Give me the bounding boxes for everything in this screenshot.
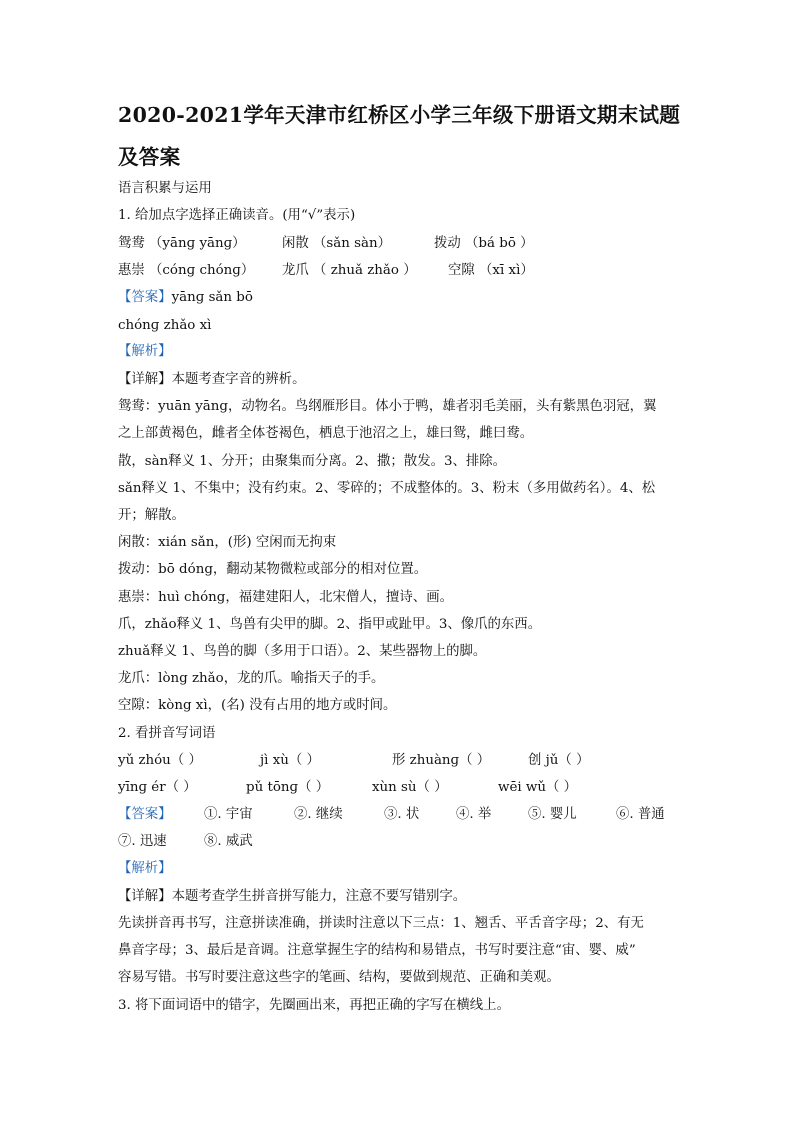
q2-analysis-line: 容易写错。书写时要注意这些字的笔画、结构，要做到规范、正确和美观。 (118, 970, 560, 985)
q1-item-word: 闲散 (282, 236, 309, 251)
q2-stem: 2. 看拼音写词语 (118, 726, 216, 741)
q1-analysis-line: 龙爪：lòng zhǎo，龙的爪。喻指天子的手。 (118, 671, 385, 686)
page-title-line2: 及答案 (118, 145, 181, 169)
q1-analysis-line: 散，sàn释义 1、分开；由聚集而分离。2、撒；散发。3、排除。 (118, 454, 507, 469)
q1-analysis-line: 之上部黄褐色，雌者全体苍褐色，栖息于池沼之上，雄曰鸳，雌曰鸯。 (118, 426, 534, 441)
q1-answer (118, 289, 253, 307)
q1-item-options: （bá bō ） (465, 236, 534, 251)
q2-pinyin-item: jì xù（ ） (260, 753, 320, 768)
q1-item-options: （xī xì） (479, 263, 534, 278)
q1-analysis-line: 拨动：bō dóng，翻动某物微粒或部分的相对位置。 (118, 562, 428, 577)
q1-analysis-line: zhuǎ释义 1、鸟兽的脚（多用于口语）。2、某些器物上的脚。 (118, 644, 487, 659)
q1-stem: 1. 给加点字选择正确读音。(用“√”表示) (118, 208, 356, 223)
q2-detail-intro: 本题考查学生拼音拼写能力，注意不要写错别字。 (171, 889, 467, 904)
q1-item (118, 262, 254, 280)
q2-answer-item: ⑦. 迅速 (118, 834, 167, 849)
detail-tag: 【详解】 (118, 889, 172, 904)
q2-pinyin-item: yǔ zhóu（ ） (118, 753, 202, 768)
q2-answer-item: ②. 继续 (294, 807, 343, 822)
detail-tag: 【详解】 (118, 372, 172, 387)
q2-answer-item: ①. 宇宙 (204, 807, 253, 822)
q2-pinyin-item: 创 jǔ（ ） (528, 753, 590, 768)
q1-item (282, 262, 417, 280)
q1-analysis-line: 鸳鸯：yuān yāng，动物名。鸟纲雁形目。体小于鸭，雄者羽毛美丽，头有紫黑色羽冠，翼 (118, 399, 657, 414)
q2-pinyin-item: 形 zhuànɡ（ ） (392, 753, 491, 768)
q1-detail (118, 371, 305, 389)
q1-analysis-line: 惠崇：huì chóng，福建建阳人，北宋僧人，擅诗、画。 (118, 590, 453, 605)
q1-item-options: （sǎn sàn） (313, 236, 392, 251)
q1-item-options: （cónɡ chónɡ） (149, 263, 255, 278)
q1-item-word: 龙爪 (282, 263, 309, 278)
q3-stem: 3. 将下面词语中的错字，先圈画出来，再把正确的字写在横线上。 (118, 998, 510, 1013)
q1-analysis-line: sǎn释义 1、不集中；没有约束。2、零碎的；不成整体的。3、粉末（多用做药名）。4、松 (118, 481, 656, 496)
answer-tag: 【答案】 (118, 290, 172, 305)
q1-item (434, 235, 534, 253)
q1-analysis-line: 空隙：kòng xì，(名) 没有占用的地方或时间。 (118, 698, 397, 713)
q1-item-word: 鸳鸯 (118, 236, 145, 251)
q1-item-word: 空隙 (448, 263, 475, 278)
q1-item-options: （ zhuǎ zhǎo ） (313, 263, 417, 278)
q2-analysis-line: 先读拼音再书写，注意拼读准确，拼读时注意以下三点：1、翘舌、平舌音字母；2、有无 (118, 916, 644, 931)
answer-tag: 【答案】 (118, 807, 172, 822)
q2-pinyin-item: yīnɡ ér（ ） (118, 780, 197, 795)
q2-answer-item: ④. 举 (456, 807, 492, 822)
q1-analysis-line: 开；解散。 (118, 508, 185, 523)
q1-analysis-line: 闲散：xián sǎn，(形) 空闲而无拘束 (118, 535, 337, 550)
q1-item-word: 惠崇 (118, 263, 145, 278)
q2-pinyin-item: xùn sù（ ） (372, 780, 448, 795)
q1-item-options: （yānɡ yānɡ） (149, 236, 246, 251)
q1-item (448, 262, 534, 280)
q2-pinyin-item: pǔ tōnɡ（ ） (246, 780, 330, 795)
page-title-line1: 2020-2021学年天津市红桥区小学三年级下册语文期末试题 (118, 103, 681, 127)
q2-detail (118, 888, 466, 906)
q2-answer-item: ⑧. 威武 (204, 834, 253, 849)
q2-analysis-line: 鼻音字母；3、最后是音调。注意掌握生字的结构和易错点，书写时要注意“宙、婴、威” (118, 943, 636, 958)
q2-answer-item: ③. 状 (384, 807, 420, 822)
section-heading: 语言积累与运用 (118, 181, 212, 196)
q2-answer-item: ⑥. 普通 (616, 807, 665, 822)
q2-pinyin-item: wēi wǔ（ ） (498, 780, 578, 795)
q1-detail-intro: 本题考查字音的辨析。 (171, 372, 306, 387)
q1-answer-line2: chónɡ zhǎo xì (118, 318, 212, 333)
q1-answer-line1: yānɡ sǎn bō (171, 290, 253, 305)
q1-item (282, 235, 391, 253)
q2-answer-item: ⑤. 婴儿 (528, 807, 577, 822)
analysis-tag: 【解析】 (118, 344, 172, 359)
analysis-tag: 【解析】 (118, 861, 172, 876)
q1-item-word: 拨动 (434, 236, 461, 251)
q1-analysis-line: 爪，zhǎo释义 1、鸟兽有尖甲的脚。2、指甲或趾甲。3、像爪的东西。 (118, 617, 542, 632)
q1-item (118, 235, 246, 253)
